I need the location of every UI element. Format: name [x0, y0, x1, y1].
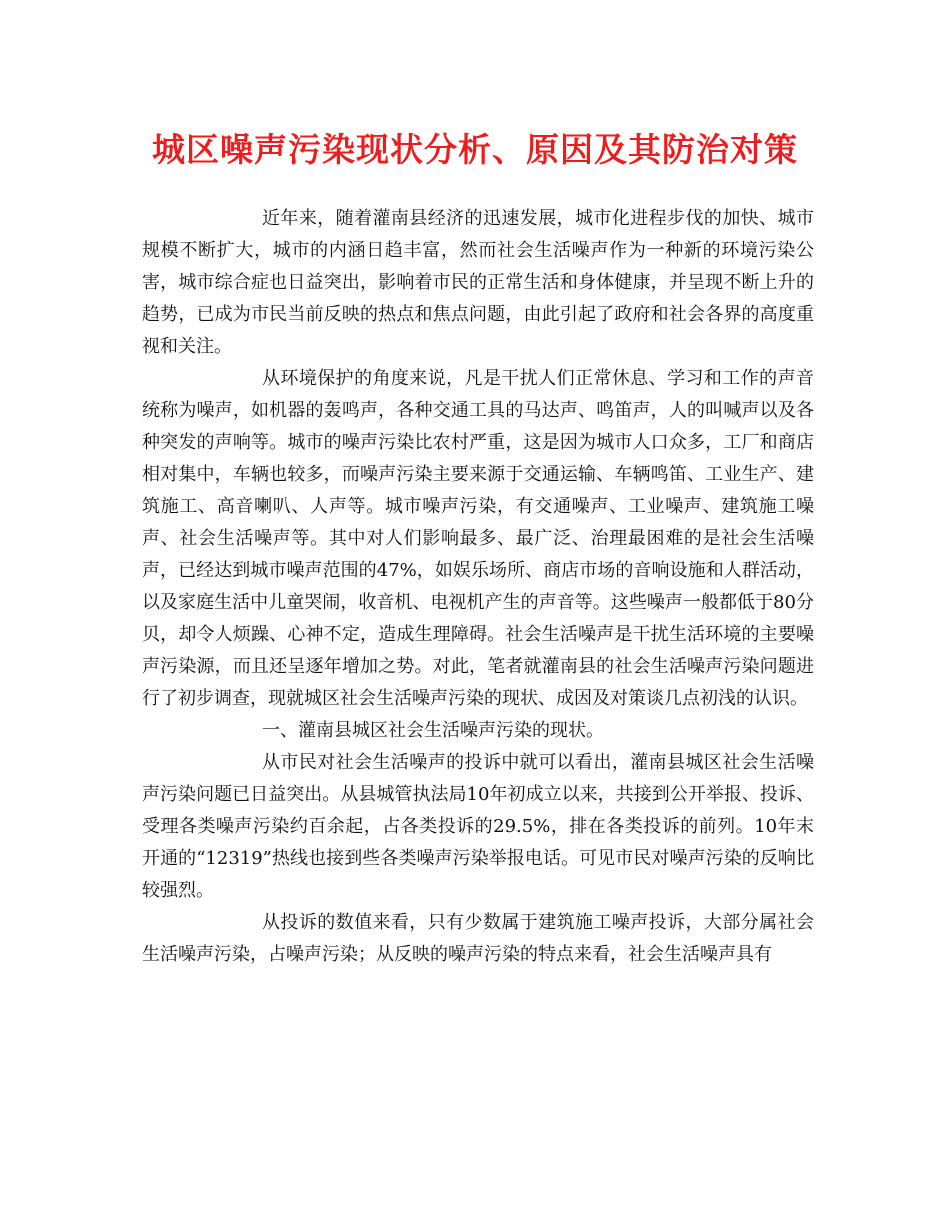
section-heading-1: 一、灌南县城区社会生活噪声污染的现状。	[262, 720, 604, 741]
paragraph-complaints: 从市民对社会生活噪声的投诉中就可以看出，灌南县城区社会生活噪声污染问题已日益突出。从县城管执法局10年初成立以来，共接到公开举报、投诉、受理各类噪声污染约百余起，占各类投诉的29.5%，排在各类投诉的前列。10年末开通的“12319”热线也接到些各类噪声污染举报电话。可见市民对噪声污染的反响比较强烈。	[142, 752, 814, 901]
paragraph-definition: 从环境保护的角度来说，凡是干扰人们正常休息、学习和工作的声音统称为噪声，如机器的轰鸣声，各种交通工具的马达声、鸣笛声，人的叫喊声以及各种突发的声响等。城市的噪声污染比农村严重，这是因为城市人口众多，工厂和商店相对集中，车辆也较多，而噪声污染主要来源于交通运输、车辆鸣笛、工业生产、建筑施工、高音喇叭、人声等。城市噪声污染，有交通噪声、工业噪声、建筑施工噪声、社会生活噪声等。其中对人们影响最多、最广泛、治理最困难的是社会生活噪声，已经达到城市噪声范围的47%，如娱乐场所、商店市场的音响设施和人群活动，以及家庭生活中儿童哭闹，收音机、电视机产生的声音等。这些噪声一般都低于80分贝，却令人烦躁、心神不定，造成生理障碍。社会生活噪声是干扰生活环境的主要噪声污染源，而且还呈逐年增加之势。对此，笔者就灌南县的社会生活噪声污染问题进行了初步调查，现就城区社会生活噪声污染的现状、成因及对策谈几点初浅的认识。	[142, 368, 814, 709]
document-title: 城区噪声污染现状分析、原因及其防治对策	[152, 130, 798, 169]
paragraph-analysis: 从投诉的数值来看，只有少数属于建筑施工噪声投诉，大部分属社会生活噪声污染，占噪声污染；从反映的噪声污染的特点来看，社会生活噪声具有	[142, 912, 814, 965]
paragraph-intro: 近年来，随着灌南县经济的迅速发展，城市化进程步伐的加快、城市规模不断扩大，城市的内涵日趋丰富，然而社会生活噪声作为一种新的环境污染公害，城市综合症也日益突出，影响着市民的正常生活和身体健康，并呈现不断上升的趋势，已成为市民当前反映的热点和焦点问题，由此引起了政府和社会各界的高度重视和关注。	[142, 208, 814, 357]
document-body	[142, 203, 814, 971]
